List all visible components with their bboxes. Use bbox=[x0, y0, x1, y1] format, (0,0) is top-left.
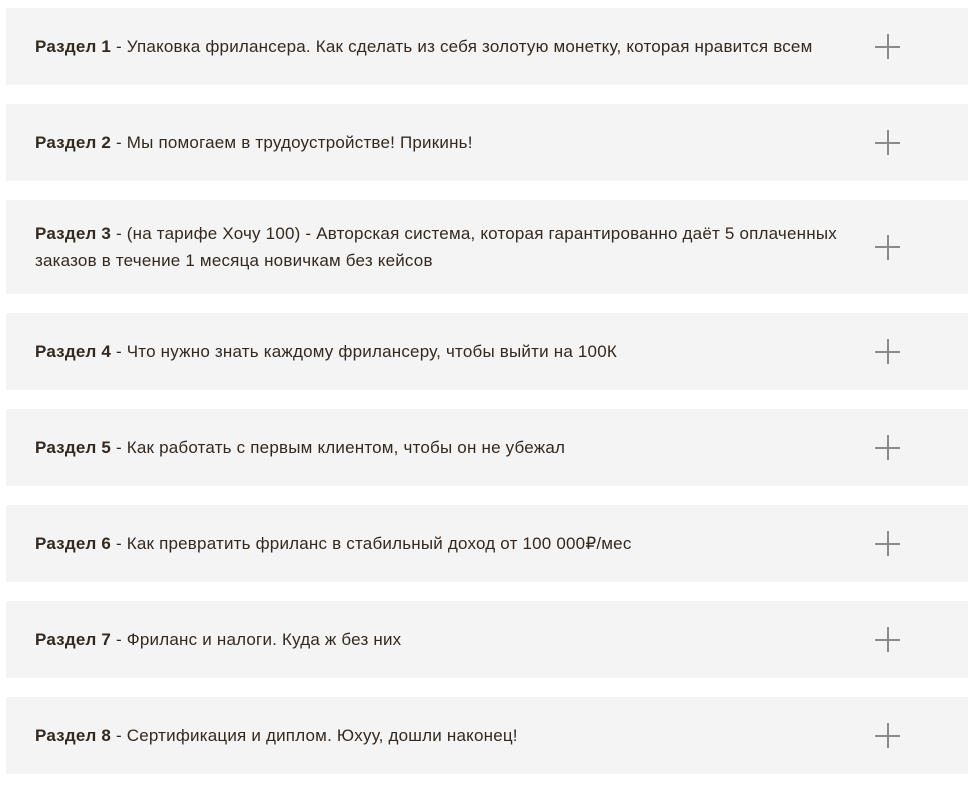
accordion-item-section-1[interactable] bbox=[6, 8, 968, 85]
section-number-label: Раздел 4 bbox=[35, 342, 112, 361]
plus-icon[interactable] bbox=[875, 339, 900, 364]
accordion-item-section-7[interactable] bbox=[6, 601, 968, 678]
accordion-item-text bbox=[35, 626, 853, 653]
section-number-label: Раздел 5 bbox=[35, 438, 112, 457]
plus-icon[interactable] bbox=[875, 235, 900, 260]
accordion-item-text bbox=[35, 722, 853, 749]
plus-icon[interactable] bbox=[875, 627, 900, 652]
plus-icon[interactable] bbox=[875, 130, 900, 155]
accordion-item-section-8[interactable] bbox=[6, 697, 968, 774]
section-title: - Фриланс и налоги. Куда ж без них bbox=[111, 630, 402, 649]
section-number-label: Раздел 8 bbox=[35, 726, 112, 745]
accordion-item-text bbox=[35, 129, 853, 156]
section-number-label: Раздел 7 bbox=[35, 630, 112, 649]
accordion-item-section-4[interactable] bbox=[6, 313, 968, 390]
section-title: - Мы помогаем в трудоустройстве! Прикинь! bbox=[111, 133, 473, 152]
section-title: - Упаковка фрилансера. Как сделать из себя золотую монетку, которая нравится всем bbox=[111, 37, 813, 56]
accordion-item-text bbox=[35, 33, 853, 60]
section-title: - Что нужно знать каждому фрилансеру, чтобы выйти на 100К bbox=[111, 342, 617, 361]
section-number-label: Раздел 2 bbox=[35, 133, 112, 152]
accordion-item-section-5[interactable] bbox=[6, 409, 968, 486]
section-title: - Сертификация и диплом. Юхуу, дошли наконец! bbox=[111, 726, 518, 745]
section-title: - Как работать с первым клиентом, чтобы он не убежал bbox=[111, 438, 566, 457]
section-number-label: Раздел 6 bbox=[35, 534, 112, 553]
accordion-item-text bbox=[35, 338, 853, 365]
accordion-item-text bbox=[35, 530, 853, 557]
accordion-item-section-2[interactable] bbox=[6, 104, 968, 181]
plus-icon[interactable] bbox=[875, 723, 900, 748]
accordion-item-text bbox=[35, 220, 853, 274]
accordion-item-text bbox=[35, 434, 853, 461]
accordion-item-section-3[interactable] bbox=[6, 200, 968, 294]
section-number-label: Раздел 1 bbox=[35, 37, 112, 56]
plus-icon[interactable] bbox=[875, 435, 900, 460]
plus-icon[interactable] bbox=[875, 531, 900, 556]
section-title: - Как превратить фриланс в стабильный доход от 100 000₽/мес bbox=[111, 534, 632, 553]
section-title: - (на тарифе Хочу 100) - Авторская система, которая гарантированно даёт 5 оплаченных заказов в течение 1 месяца новичкам без кейсов bbox=[35, 224, 837, 270]
accordion-item-section-6[interactable] bbox=[6, 505, 968, 582]
section-number-label: Раздел 3 bbox=[35, 224, 112, 243]
plus-icon[interactable] bbox=[875, 34, 900, 59]
